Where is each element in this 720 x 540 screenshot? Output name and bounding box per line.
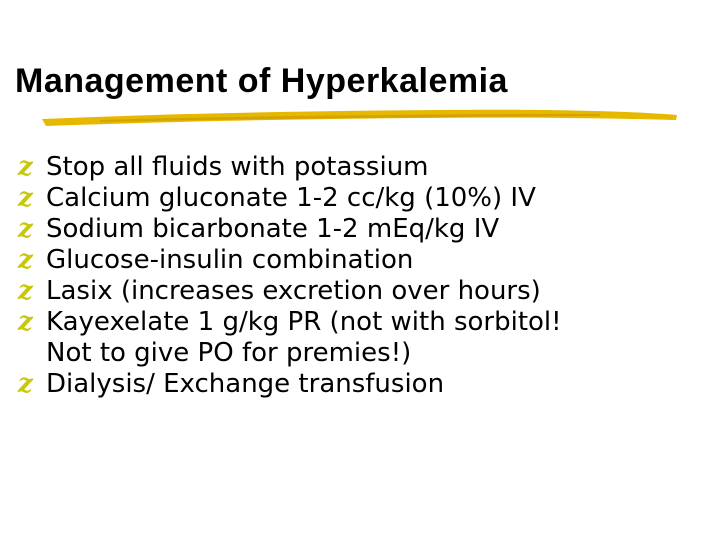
list-item <box>18 276 562 307</box>
bullet-text: Sodium bicarbonate 1-2 mEq/kg IV <box>46 214 500 244</box>
bullet-list <box>18 152 562 400</box>
bullet-marker-icon: z <box>18 307 33 337</box>
bullet-marker-icon: z <box>18 183 33 213</box>
title-underline-brushstroke <box>40 104 680 130</box>
bullet-text: Calcium gluconate 1-2 cc/kg (10%) IV <box>46 183 536 213</box>
bullet-text: Stop all fluids with potassium <box>46 152 429 182</box>
bullet-marker-icon: z <box>18 245 33 275</box>
list-item <box>18 152 562 183</box>
bullet-text: Dialysis/ Exchange transfusion <box>46 369 445 399</box>
bullet-text: Kayexelate 1 g/kg PR (not with sorbitol! <box>46 307 562 337</box>
bullet-marker-icon: z <box>18 276 33 306</box>
list-item <box>18 214 562 245</box>
list-item <box>18 369 562 400</box>
bullet-marker-icon: z <box>18 152 33 182</box>
list-item <box>18 307 562 369</box>
bullet-continuation-text: Not to give PO for premies!) <box>46 338 412 368</box>
list-item <box>18 245 562 276</box>
bullet-marker-icon: z <box>18 369 33 399</box>
slide-title: Management of Hyperkalemia <box>15 62 508 100</box>
list-item <box>18 183 562 214</box>
bullet-text: Glucose-insulin combination <box>46 245 414 275</box>
bullet-marker-icon: z <box>18 214 33 244</box>
bullet-text: Lasix (increases excretion over hours) <box>46 276 541 306</box>
